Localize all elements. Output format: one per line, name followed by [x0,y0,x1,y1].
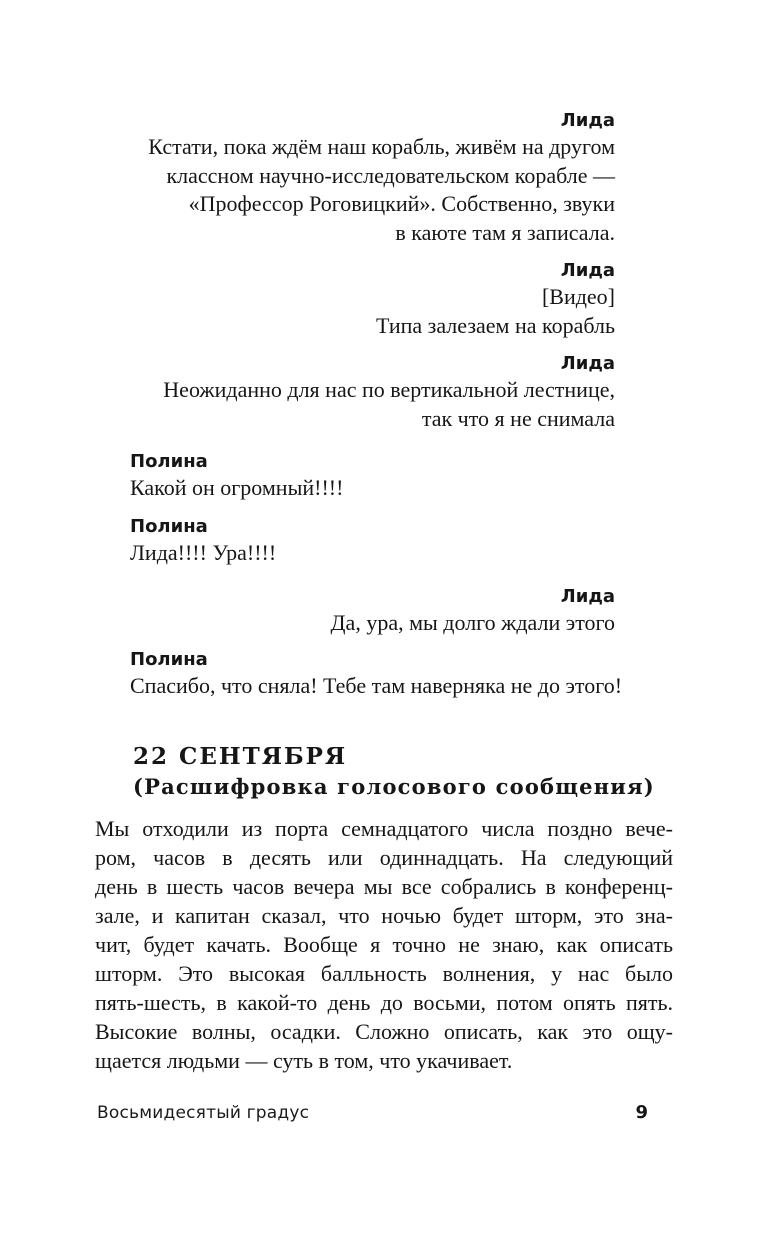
chat-message [130,450,615,503]
message-line: Лида!!!! Ура!!!! [130,540,277,565]
message-line: Какой он огромный!!!! [130,475,344,500]
speaker-label: Полина [130,516,208,537]
chat-message [130,352,615,433]
message-line: Спасибо, что сняла! Тебе там наверняка не до этого! [130,673,623,698]
paragraph-line: чит, будет качать. Вообще я точно не знаю, как описать [95,932,673,957]
paragraph-line: день в шесть часов вечера мы все собрались в конференц- [95,874,673,899]
section-heading [133,742,655,802]
paragraph-line: ром, часов в десять или одиннадцать. На следующий [95,845,673,870]
speaker-label: Лида [560,586,615,607]
paragraph-line: щается людьми — суть в том, что укачивает. [95,1048,513,1073]
message-line: Неожиданно для нас по вертикальной лестнице, [163,377,615,402]
speaker-label: Полина [130,649,208,670]
message-line: в каюте там я записала. [395,219,615,245]
paragraph-line: пять-шесть, в какой-то день до восьми, потом опять пять. [95,990,673,1015]
message-line: классном научно-исследовательском корабле — [166,162,615,188]
paragraph-line: Мы отходили из порта семнадцатого числа поздно вече- [95,816,673,841]
speaker-label: Лида [560,260,615,281]
message-line: так что я не снимала [421,405,615,431]
chat-message [130,515,615,568]
speaker-label: Полина [130,451,208,472]
message-line: Да, ура, мы долго ждали этого [330,610,615,635]
message-line: Кстати, пока ждём наш корабль, живём на другом [148,134,615,159]
speaker-label: Лида [560,353,615,374]
message-line: [Видео] [541,284,615,309]
message-line: «Профессор Роговицкий». Собственно, звуки [188,191,615,216]
chat-message [130,648,623,701]
message-line: Типа залезаем на корабль [375,312,615,338]
chat-message [130,585,615,638]
paragraph-line: шторм. Это высокая балльность волнения, у нас было [95,961,673,986]
paragraph-line: зале, и капитан сказал, что ночью будет шторм, это зна- [95,903,673,928]
section-subtitle: (Расшифровка голосового сообщения) [133,774,655,799]
section-title: 22 СЕНТЯБРЯ [133,743,348,770]
body-paragraph [95,814,673,1075]
chat-message [130,109,615,247]
running-title: Восьмидесятый градус [97,1103,310,1123]
chat-message [130,259,615,340]
speaker-label: Лида [560,110,615,131]
paragraph-line: Высокие волны, осадки. Сложно описать, как это ощу- [95,1019,673,1044]
page-footer [0,1101,768,1125]
page-number: 9 [635,1102,648,1123]
